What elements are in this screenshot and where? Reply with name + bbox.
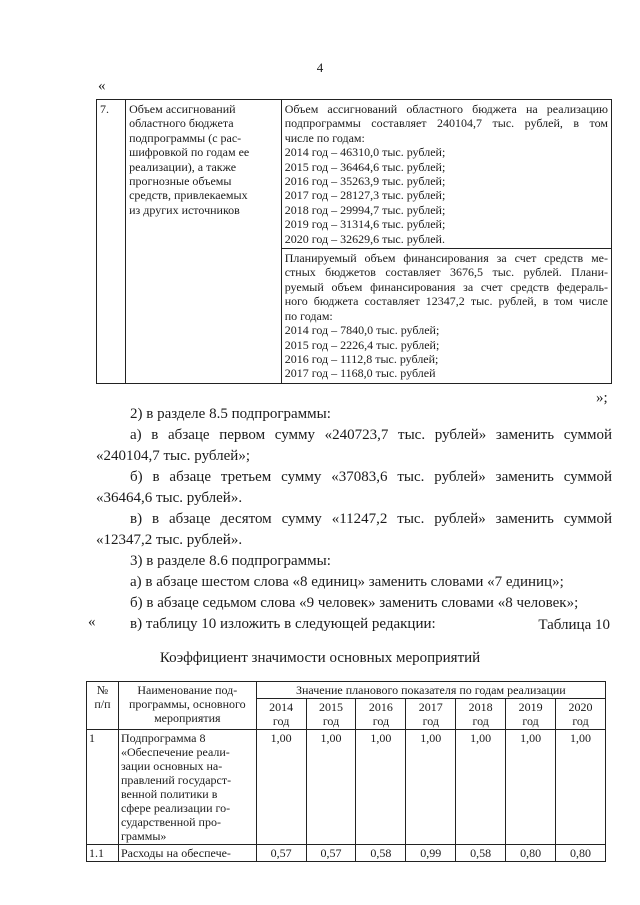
paragraph-3a: а) в абзаце шестом слова «8 единиц» заменить словами «7 единиц»; [130,574,564,590]
paragraph-2a: а) в абзаце первом сумму «240723,7 тыс. рублей» заменить суммой «240104,7 тыс. рублей»; [96,427,612,464]
regional-budget-block [282,100,611,248]
value-cell: 0,57 [256,845,306,862]
left-line: средств, привлекаемых [129,188,248,203]
value-cell: 0,57 [306,845,356,862]
year-header: 2018 год [456,699,506,730]
header-group: Значение планового показателя по годам реализации [256,682,605,699]
value-cell: 1,00 [256,730,306,845]
planned-line: Планируемый объем финансирования за счет средств ме- [284,251,608,266]
planned-line: ного бюджета составляет 12347,2 тыс. рублей, в том числе [284,294,608,309]
table-row [87,845,606,862]
left-line: областного бюджета [129,116,234,131]
year-header: 2017 год [406,699,456,730]
value-cell: 0,99 [406,845,456,862]
year-line: 2016 год – 1112,8 тыс. рублей; [284,351,439,366]
significance-coefficient-table [86,681,606,862]
header-name: Наименование под- программы, основного мероприятия [118,682,256,730]
year-line: 2019 год – 31314,6 тыс. рублей; [284,217,446,232]
intro-line: Объем ассигнований областного бюджета на реализацию [284,102,608,116]
year-header: 2019 год [506,699,556,730]
year-header: 2015 год [306,699,356,730]
value-cell: 1,00 [556,730,606,845]
year-header: 2016 год [356,699,406,730]
year-line: 2016 год – 35263,9 тыс. рублей; [284,174,446,189]
value-cell: 1,00 [506,730,556,845]
planned-line: руемый объем финансирования за счет средств федераль- [284,279,608,294]
value-cell: 1,00 [456,730,506,845]
year-line: 2015 год – 36464,6 тыс. рублей; [284,159,446,174]
year-line: 2015 год – 2226,4 тыс. рублей; [284,337,440,352]
subprogram-funding-table [96,99,612,384]
paragraph-2c: в) в абзаце десятом сумму «11247,2 тыс. рублей» заменить суммой «12347,2 тыс. рублей». [96,511,612,548]
value-cell: 1,00 [406,730,456,845]
page-number: 4 [316,60,324,75]
year-line: 2018 год – 29994,7 тыс. рублей; [284,202,446,217]
value-cell: 0,80 [506,845,556,862]
row-name: Расходы на обеспече- [118,845,256,862]
year-line: 2014 год – 46310,0 тыс. рублей; [284,145,446,160]
planned-line: стных бюджетов составляет 3676,5 тыс. рублей. Плани- [284,265,608,280]
year-line: 2017 год – 1168,0 тыс. рублей [284,366,436,381]
year-line: 2014 год – 7840,0 тыс. рублей; [284,323,440,338]
table-row [87,730,606,845]
row-number-cell: 7. [97,100,126,384]
table-label: Таблица 10 [538,617,610,633]
row-number: 1 [87,730,119,845]
value-cell: 1,00 [306,730,356,845]
paragraph-2-heading: 2) в разделе 8.5 подпрограммы: [130,406,331,422]
year-header: 2014 год [256,699,306,730]
intro-line: числе по годам: [284,130,365,145]
left-line: реализации), а также [129,159,237,174]
open-quote: « [88,614,96,630]
paragraph-3-heading: 3) в разделе 8.6 подпрограммы: [130,553,331,569]
paragraph-3b: б) в абзаце седьмом слова «9 человек» заменить словами «8 человек»; [130,595,579,611]
funding-details-cell [281,100,611,384]
year-line: 2020 год – 32629,6 тыс. рублей. [284,231,445,246]
planned-line: по годам: [284,308,333,323]
open-quote: « [98,78,106,94]
left-line: прогнозные объемы [129,174,232,189]
value-cell: 0,80 [556,845,606,862]
header-row [87,682,606,699]
planned-financing-block [282,248,611,383]
left-description-cell [126,100,282,384]
header-number: № п/п [87,682,119,730]
paragraph-2b: б) в абзаце третьем сумму «37083,6 тыс. рублей» заменить суммой «36464,6 тыс. рублей». [96,469,612,506]
value-cell: 1,00 [356,730,406,845]
year-line: 2017 год – 28127,3 тыс. рублей; [284,188,446,203]
intro-line: подпрограммы составляет 240104,7 тыс. рублей, в том [284,116,608,131]
year-header: 2020 год [556,699,606,730]
left-line: из других источников [129,202,240,217]
close-quote: »; [596,390,608,406]
row-name: Подпрограмма 8 «Обеспечение реали- зации основных на- правлений государст- венной политики в сфере реализации го- сударственной про- граммы» [118,730,256,845]
table-row [97,100,612,384]
left-line: шифровкой по годам ее [129,145,250,160]
row-number: 1.1 [87,845,119,862]
paragraph-3c: в) таблицу 10 изложить в следующей редакции: [130,616,436,632]
amendment-paragraphs [96,404,612,635]
value-cell: 0,58 [456,845,506,862]
left-line: подпрограммы (с рас- [129,130,242,145]
table-title: Коэффициент значимости основных мероприятий [159,650,481,666]
left-line: Объем ассигнований [129,102,236,116]
value-cell: 0,58 [356,845,406,862]
